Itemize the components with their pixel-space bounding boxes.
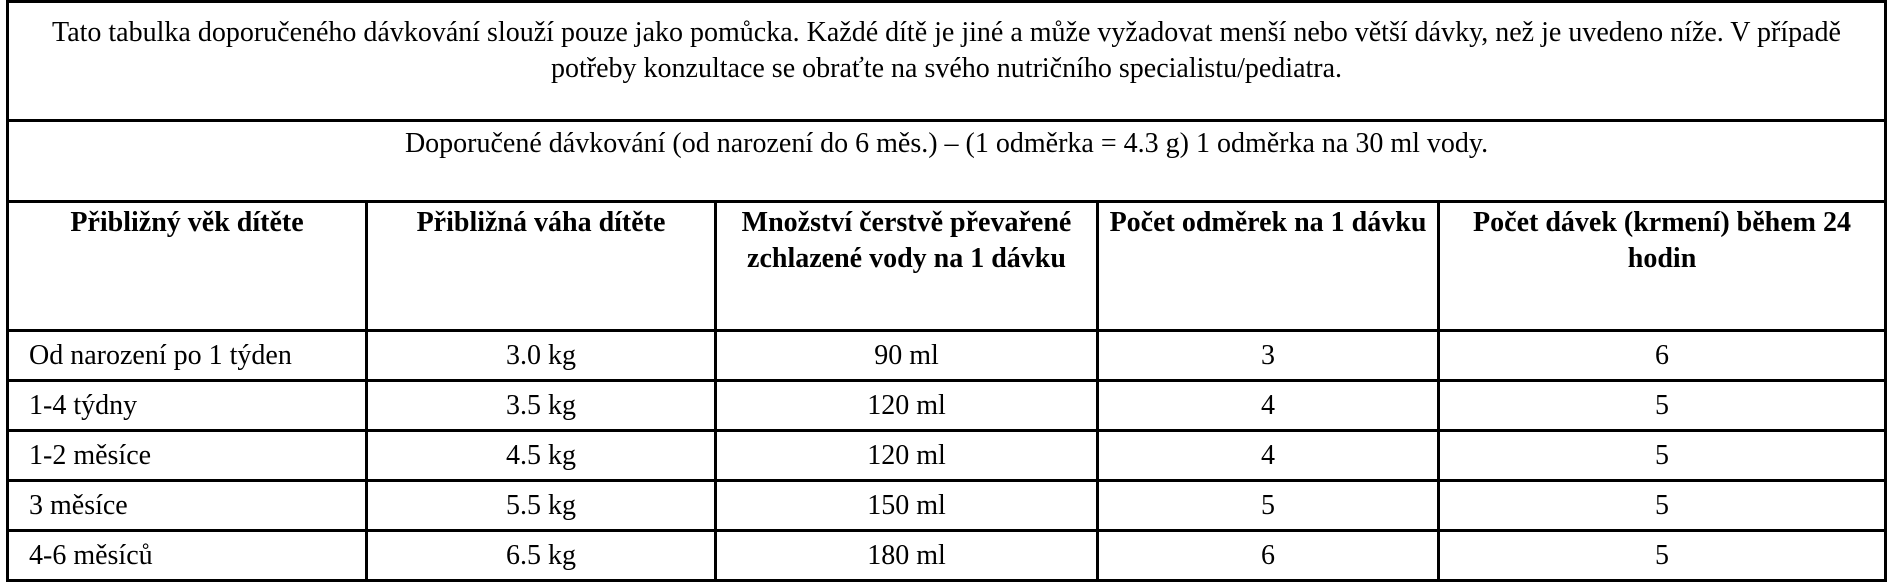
cell-water: 180 ml [716, 531, 1098, 581]
cell-age: 1-2 měsíce [8, 431, 367, 481]
cell-scoops: 5 [1098, 481, 1439, 531]
table-row [8, 331, 1886, 381]
dosage-row [8, 121, 1886, 202]
table-row [8, 531, 1886, 581]
cell-weight: 4.5 kg [367, 431, 716, 481]
cell-scoops: 4 [1098, 431, 1439, 481]
cell-scoops: 3 [1098, 331, 1439, 381]
cell-feeds: 5 [1439, 481, 1886, 531]
cell-feeds: 5 [1439, 381, 1886, 431]
header-water-amount: Množství čerstvě převařené zchlazené vody na 1 dávku [716, 202, 1098, 331]
header-row [8, 202, 1886, 331]
cell-water: 150 ml [716, 481, 1098, 531]
cell-weight: 3.5 kg [367, 381, 716, 431]
table-row [8, 381, 1886, 431]
header-weight: Přibližná váha dítěte [367, 202, 716, 331]
cell-feeds: 5 [1439, 431, 1886, 481]
cell-age: 4-6 měsíců [8, 531, 367, 581]
header-age: Přibližný věk dítěte [8, 202, 367, 331]
cell-scoops: 4 [1098, 381, 1439, 431]
note-row [8, 2, 1886, 121]
table-row [8, 431, 1886, 481]
table-row [8, 481, 1886, 531]
dosage-table [6, 0, 1887, 582]
cell-water: 120 ml [716, 431, 1098, 481]
cell-weight: 3.0 kg [367, 331, 716, 381]
dosage-instruction: Doporučené dávkování (od narození do 6 měs.) – (1 odměrka = 4.3 g) 1 odměrka na 30 ml vody. [8, 121, 1886, 202]
header-scoops: Počet odměrek na 1 dávku [1098, 202, 1439, 331]
disclaimer-note: Tato tabulka doporučeného dávkování slouží pouze jako pomůcka. Každé dítě je jiné a může vyžadovat menší nebo větší dávky, než je uvedeno níže. V případě potřeby konzultace se obraťte na svého nutričního specialistu/pediatra. [8, 2, 1886, 121]
cell-age: 3 měsíce [8, 481, 367, 531]
header-feeds-per-day: Počet dávek (krmení) během 24 hodin [1439, 202, 1886, 331]
cell-scoops: 6 [1098, 531, 1439, 581]
cell-age: 1-4 týdny [8, 381, 367, 431]
cell-weight: 6.5 kg [367, 531, 716, 581]
cell-water: 90 ml [716, 331, 1098, 381]
cell-weight: 5.5 kg [367, 481, 716, 531]
cell-water: 120 ml [716, 381, 1098, 431]
cell-feeds: 6 [1439, 331, 1886, 381]
cell-feeds: 5 [1439, 531, 1886, 581]
cell-age: Od narození po 1 týden [8, 331, 367, 381]
